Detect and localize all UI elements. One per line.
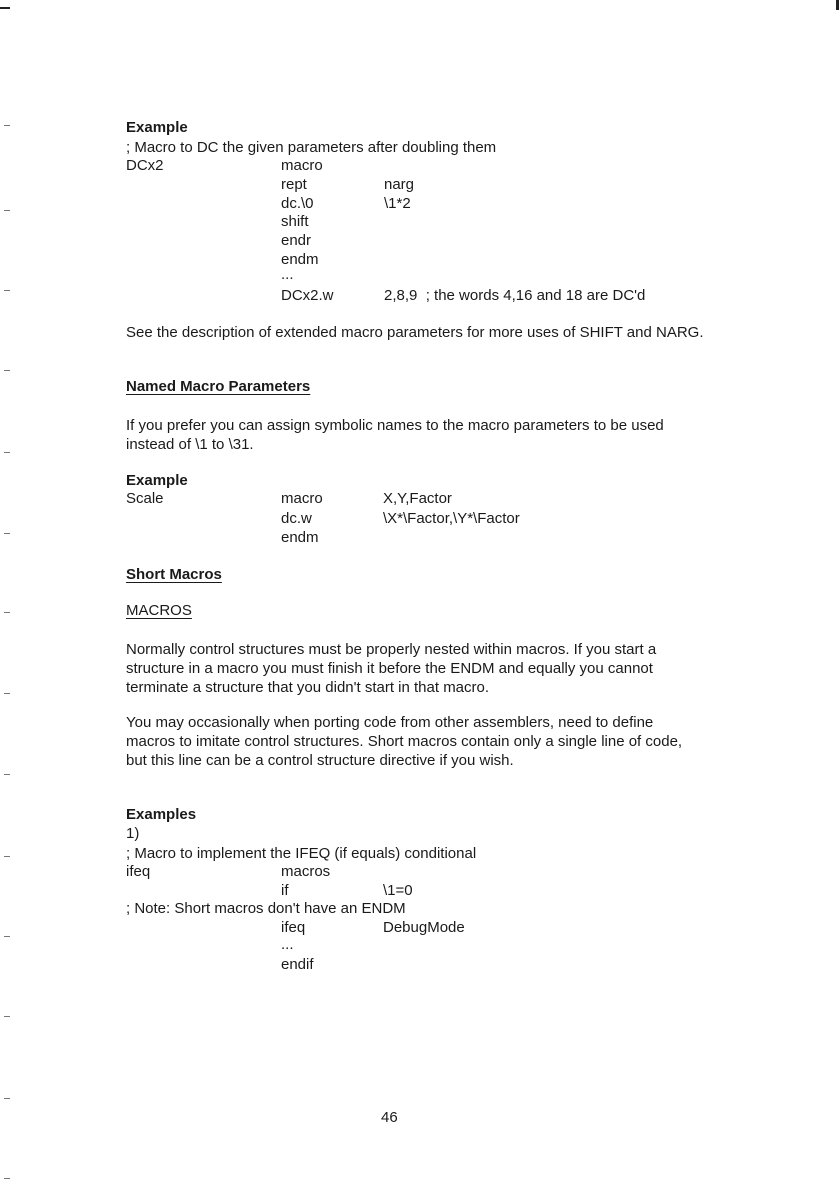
margin-mark <box>4 1098 10 1099</box>
code-arg: narg <box>384 176 415 193</box>
page-number: 46 <box>381 1109 398 1126</box>
code-op: endm <box>281 529 319 546</box>
code-op: if <box>281 882 289 899</box>
short-macros-para-2: You may occasionally when porting code from other assemblers, need to define macros to imitate control structures. Short macros contain only a single line of code, but this line can be a control structure directive if you wish. <box>126 714 683 769</box>
example-number: 1) <box>126 825 140 842</box>
margin-mark <box>4 533 10 534</box>
margin-mark <box>4 125 10 126</box>
code-arg: X,Y,Factor <box>383 490 452 507</box>
code-op: endm <box>281 251 319 268</box>
code-label: ifeq <box>126 863 151 880</box>
named-params-text: If you prefer you can assign symbolic names to the macro parameters to be used instead of \1 to \31. <box>126 417 664 453</box>
code-op: rept <box>281 176 307 193</box>
scan-corner-top-left <box>0 7 10 9</box>
keyword-macros: MACROS <box>126 602 192 619</box>
code-arg: DebugMode <box>383 919 465 936</box>
margin-mark <box>4 612 10 613</box>
code-op: macros <box>281 863 331 880</box>
code-op: ... <box>281 266 294 283</box>
margin-mark <box>4 370 10 371</box>
code-op: macro <box>281 490 323 507</box>
margin-mark <box>4 290 10 291</box>
code-comment: ; Macro to DC the given parameters after doubling them <box>126 139 497 156</box>
code-arg: \1=0 <box>383 882 413 899</box>
margin-mark <box>4 1178 10 1179</box>
code-op: DCx2.w <box>281 287 334 304</box>
code-op: dc.w <box>281 510 312 527</box>
margin-mark <box>4 1016 10 1017</box>
margin-mark <box>4 693 10 694</box>
code-op: ... <box>281 936 294 953</box>
code-arg: 2,8,9 ; the words 4,16 and 18 are DC'd <box>384 287 646 304</box>
code-comment: ; Macro to implement the IFEQ (if equals) conditional <box>126 845 477 862</box>
code-arg: \1*2 <box>384 195 411 212</box>
examples-heading: Examples <box>126 806 197 823</box>
margin-mark <box>4 452 10 453</box>
example-heading: Example <box>126 472 188 489</box>
margin-mark <box>4 936 10 937</box>
code-label: DCx2 <box>126 157 164 174</box>
margin-mark <box>4 210 10 211</box>
code-op: macro <box>281 157 323 174</box>
code-op: shift <box>281 213 309 230</box>
section-heading-short-macros: Short Macros <box>126 566 222 583</box>
code-op: ifeq <box>281 919 306 936</box>
section-heading-named-params: Named Macro Parameters <box>126 378 311 395</box>
margin-mark <box>4 856 10 857</box>
short-macros-para-1: Normally control structures must be properly nested within macros. If you start a structure in a macro you must finish it before the ENDM and equally you cannot terminate a structure that you didn't start in that macro. <box>126 641 657 696</box>
code-label: Scale <box>126 490 164 507</box>
margin-mark <box>4 774 10 775</box>
code-arg: \X*\Factor,\Y*\Factor <box>383 510 520 527</box>
code-op: endif <box>281 956 314 973</box>
code-comment: ; Note: Short macros don't have an ENDM <box>126 900 406 917</box>
example-heading: Example <box>126 119 188 136</box>
shift-note: See the description of extended macro parameters for more uses of SHIFT and NARG. <box>126 324 704 341</box>
code-op: dc.\0 <box>281 195 314 212</box>
code-op: endr <box>281 232 312 249</box>
